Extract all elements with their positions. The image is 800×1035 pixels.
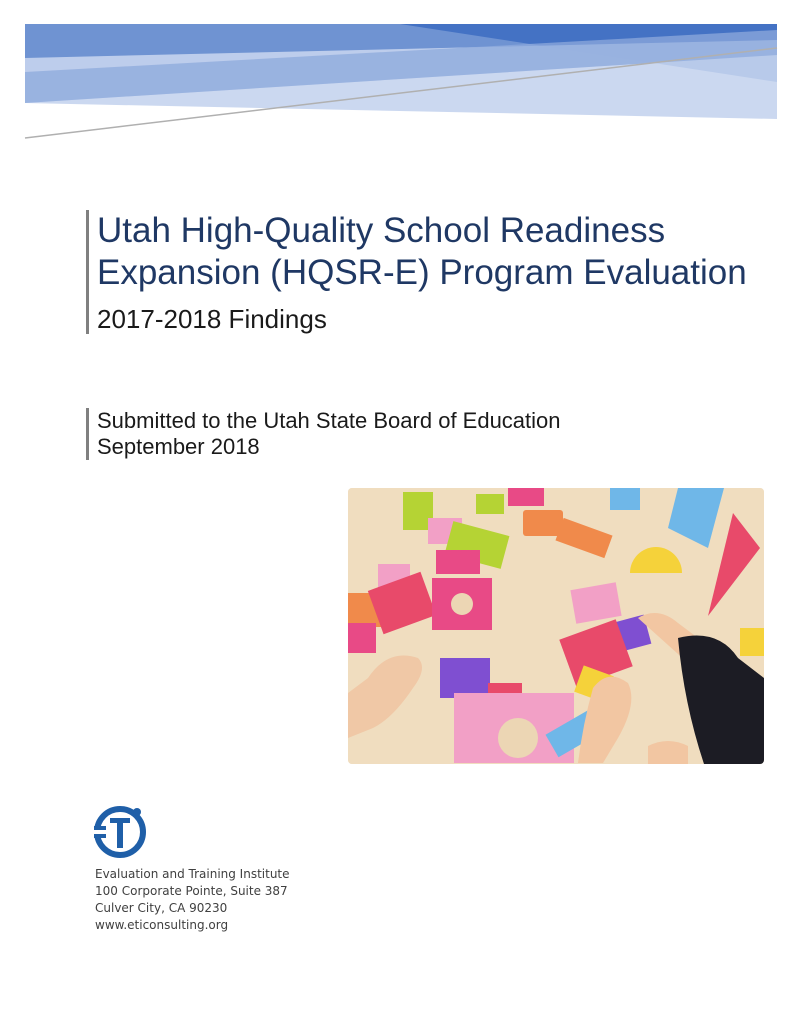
submission-date: September 2018 bbox=[97, 434, 260, 459]
document-subtitle: 2017-2018 Findings bbox=[97, 304, 327, 334]
street-address: 100 Corporate Pointe, Suite 387 bbox=[95, 884, 288, 898]
document-title: Utah High-Quality School Readiness Expansion (HQSR-E) Program Evaluation bbox=[97, 211, 747, 292]
city-address: Culver City, CA 90230 bbox=[95, 901, 228, 915]
submission-block bbox=[86, 408, 697, 460]
title-block bbox=[86, 210, 757, 334]
submitted-to: Submitted to the Utah State Board of Education bbox=[97, 408, 561, 433]
eti-logo-icon bbox=[92, 804, 148, 860]
colorful-toy-blocks-photo bbox=[348, 488, 764, 764]
organization-address bbox=[95, 866, 290, 934]
organization-name: Evaluation and Training Institute bbox=[95, 867, 290, 881]
header-banner bbox=[0, 0, 800, 160]
website-link[interactable]: www.eticonsulting.org bbox=[95, 918, 229, 932]
